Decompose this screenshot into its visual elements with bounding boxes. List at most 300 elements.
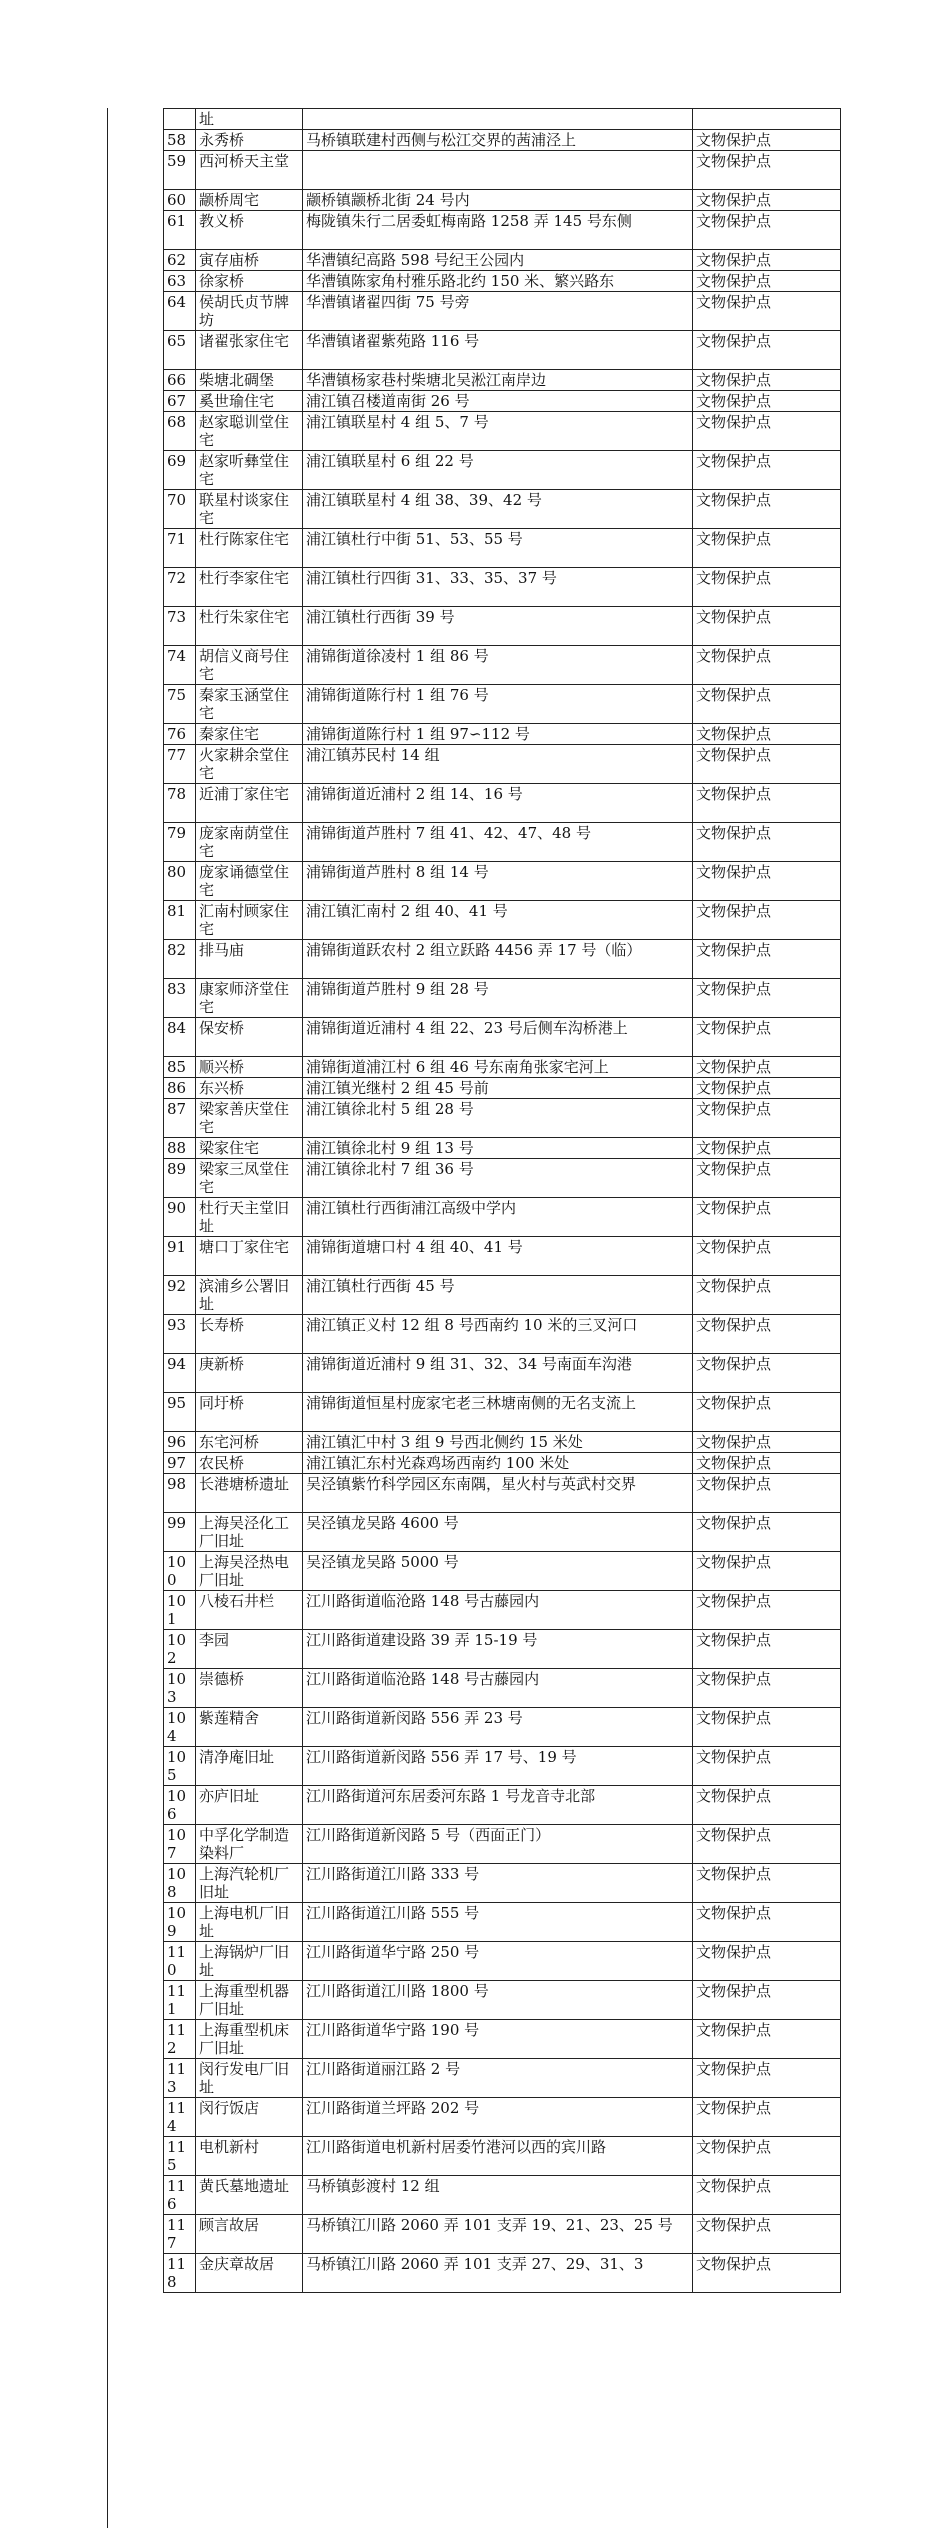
protection-level: 文物保护点 [693, 1453, 841, 1474]
row-number: 72 [164, 568, 196, 607]
table-row [164, 646, 841, 685]
site-name: 杜行朱家住宅 [196, 607, 303, 646]
protection-level: 文物保护点 [693, 1276, 841, 1315]
site-name: 西河桥天主堂 [196, 151, 303, 190]
site-address: 江川路街道河东居委河东路 1 号龙音寺北部 [303, 1786, 693, 1825]
site-name: 上海吴泾化工厂旧址 [196, 1513, 303, 1552]
row-number: 107 [164, 1825, 196, 1864]
table-row [164, 1138, 841, 1159]
table-row [164, 724, 841, 745]
protection-level: 文物保护点 [693, 1864, 841, 1903]
row-number: 67 [164, 391, 196, 412]
site-name: 中孚化学制造染料厂 [196, 1825, 303, 1864]
site-address: 浦锦街道芦胜村 7 组 41、42、47、48 号 [303, 823, 693, 862]
site-name: 胡信义商号住宅 [196, 646, 303, 685]
table-row [164, 1315, 841, 1354]
site-address: 江川路街道新闵路 556 弄 17 号、19 号 [303, 1747, 693, 1786]
site-name: 奚世瑜住宅 [196, 391, 303, 412]
row-number: 114 [164, 2098, 196, 2137]
site-name: 赵家聪训堂住宅 [196, 412, 303, 451]
site-name: 寅存庙桥 [196, 250, 303, 271]
site-name: 李园 [196, 1630, 303, 1669]
table-row [164, 151, 841, 190]
protection-level: 文物保护点 [693, 1630, 841, 1669]
row-number: 93 [164, 1315, 196, 1354]
protection-level: 文物保护点 [693, 529, 841, 568]
row-number: 76 [164, 724, 196, 745]
row-number: 105 [164, 1747, 196, 1786]
site-name: 上海吴泾热电厂旧址 [196, 1552, 303, 1591]
site-address: 浦江镇杜行西街 45 号 [303, 1276, 693, 1315]
site-name: 梁家善庆堂住宅 [196, 1099, 303, 1138]
site-name: 闵行发电厂旧址 [196, 2059, 303, 2098]
row-number: 117 [164, 2215, 196, 2254]
site-address: 浦江镇杜行四街 31、33、35、37 号 [303, 568, 693, 607]
site-address: 吴泾镇龙吴路 5000 号 [303, 1552, 693, 1591]
site-name: 长寿桥 [196, 1315, 303, 1354]
site-name: 闵行饭店 [196, 2098, 303, 2137]
site-name: 金庆章故居 [196, 2254, 303, 2293]
site-name: 上海锅炉厂旧址 [196, 1942, 303, 1981]
table-row [164, 1708, 841, 1747]
table-row [164, 2059, 841, 2098]
table-row [164, 1159, 841, 1198]
table-row [164, 823, 841, 862]
site-name: 杜行天主堂旧址 [196, 1198, 303, 1237]
row-number: 75 [164, 685, 196, 724]
site-address: 马桥镇联建村西侧与松江交界的茜浦泾上 [303, 130, 693, 151]
row-number: 73 [164, 607, 196, 646]
row-number: 66 [164, 370, 196, 391]
site-address: 浦锦街道恒星村庞家宅老三林塘南侧的无名支流上 [303, 1393, 693, 1432]
row-number: 60 [164, 190, 196, 211]
site-address: 江川路街道华宁路 190 号 [303, 2020, 693, 2059]
protection-level: 文物保护点 [693, 784, 841, 823]
table-row [164, 370, 841, 391]
table-row [164, 1474, 841, 1513]
table-row [164, 1354, 841, 1393]
row-number: 90 [164, 1198, 196, 1237]
table-row [164, 1018, 841, 1057]
site-address: 浦江镇汇南村 2 组 40、41 号 [303, 901, 693, 940]
site-name: 近浦丁家住宅 [196, 784, 303, 823]
row-number: 95 [164, 1393, 196, 1432]
table-row [164, 1078, 841, 1099]
table-row [164, 1630, 841, 1669]
protection-level: 文物保护点 [693, 724, 841, 745]
table-body [164, 109, 841, 2293]
site-address: 江川路街道华宁路 250 号 [303, 1942, 693, 1981]
site-name: 同圩桥 [196, 1393, 303, 1432]
site-address: 浦江镇汇中村 3 组 9 号西北侧约 15 米处 [303, 1432, 693, 1453]
site-address: 浦江镇徐北村 7 组 36 号 [303, 1159, 693, 1198]
protection-level: 文物保护点 [693, 130, 841, 151]
protection-level: 文物保护点 [693, 1786, 841, 1825]
site-address: 浦锦街道芦胜村 8 组 14 号 [303, 862, 693, 901]
table-row [164, 607, 841, 646]
site-name: 上海重型机器厂旧址 [196, 1981, 303, 2020]
protection-level: 文物保护点 [693, 1315, 841, 1354]
site-name: 上海重型机床厂旧址 [196, 2020, 303, 2059]
site-address: 浦锦街道浦江村 6 组 46 号东南角张家宅河上 [303, 1057, 693, 1078]
table-row [164, 412, 841, 451]
site-address: 浦锦街道塘口村 4 组 40、41 号 [303, 1237, 693, 1276]
table-row [164, 391, 841, 412]
site-address: 浦锦街道近浦村 9 组 31、32、34 号南面车沟港 [303, 1354, 693, 1393]
site-address: 浦锦街道陈行村 1 组 97∽112 号 [303, 724, 693, 745]
protection-level: 文物保护点 [693, 862, 841, 901]
site-address: 吴泾镇紫竹科学园区东南隅，星火村与英武村交界 [303, 1474, 693, 1513]
protection-level: 文物保护点 [693, 1591, 841, 1630]
table-row [164, 1393, 841, 1432]
site-name: 电机新村 [196, 2137, 303, 2176]
table-row [164, 1552, 841, 1591]
site-name: 庚新桥 [196, 1354, 303, 1393]
row-number: 89 [164, 1159, 196, 1198]
row-number: 64 [164, 292, 196, 331]
row-number: 70 [164, 490, 196, 529]
protection-level: 文物保护点 [693, 1159, 841, 1198]
site-name: 塘口丁家住宅 [196, 1237, 303, 1276]
site-name: 颛桥周宅 [196, 190, 303, 211]
protection-level: 文物保护点 [693, 979, 841, 1018]
row-number: 97 [164, 1453, 196, 1474]
table-row [164, 1747, 841, 1786]
table-row [164, 745, 841, 784]
protection-level: 文物保护点 [693, 568, 841, 607]
site-name: 址 [196, 109, 303, 130]
site-name: 梁家三凤堂住宅 [196, 1159, 303, 1198]
row-number [164, 109, 196, 130]
site-name: 顺兴桥 [196, 1057, 303, 1078]
site-address: 华漕镇纪高路 598 号纪王公园内 [303, 250, 693, 271]
site-name: 长港塘桥遗址 [196, 1474, 303, 1513]
table-row [164, 979, 841, 1018]
protection-level: 文物保护点 [693, 1552, 841, 1591]
row-number: 106 [164, 1786, 196, 1825]
row-number: 69 [164, 451, 196, 490]
protection-level: 文物保护点 [693, 1669, 841, 1708]
site-address [303, 109, 693, 130]
table-row [164, 2020, 841, 2059]
site-address: 吴泾镇龙吴路 4600 号 [303, 1513, 693, 1552]
row-number: 88 [164, 1138, 196, 1159]
site-address: 浦江镇杜行中街 51、53、55 号 [303, 529, 693, 568]
site-name: 上海电机厂旧址 [196, 1903, 303, 1942]
site-address: 马桥镇江川路 2060 弄 101 支弄 27、29、31、3 [303, 2254, 693, 2293]
site-address: 颛桥镇颛桥北街 24 号内 [303, 190, 693, 211]
site-address: 江川路街道江川路 1800 号 [303, 1981, 693, 2020]
table-row [164, 1942, 841, 1981]
row-number: 110 [164, 1942, 196, 1981]
site-name: 康家师济堂住宅 [196, 979, 303, 1018]
site-name: 东兴桥 [196, 1078, 303, 1099]
row-number: 111 [164, 1981, 196, 2020]
site-name: 庞家南荫堂住宅 [196, 823, 303, 862]
table-row [164, 2215, 841, 2254]
row-number: 58 [164, 130, 196, 151]
site-address: 浦江镇徐北村 5 组 28 号 [303, 1099, 693, 1138]
site-address: 浦江镇徐北村 9 组 13 号 [303, 1138, 693, 1159]
site-address: 江川路街道江川路 555 号 [303, 1903, 693, 1942]
row-number: 71 [164, 529, 196, 568]
protection-level: 文物保护点 [693, 190, 841, 211]
table-row [164, 1276, 841, 1315]
row-number: 65 [164, 331, 196, 370]
site-name: 紫莲精舍 [196, 1708, 303, 1747]
row-number: 77 [164, 745, 196, 784]
table-row [164, 190, 841, 211]
table-row [164, 1786, 841, 1825]
protection-level: 文物保护点 [693, 1057, 841, 1078]
table-row [164, 130, 841, 151]
table-row [164, 685, 841, 724]
protection-level: 文物保护点 [693, 1432, 841, 1453]
table-row [164, 1198, 841, 1237]
site-address: 浦江镇召楼道南街 26 号 [303, 391, 693, 412]
table-row [164, 1591, 841, 1630]
row-number: 91 [164, 1237, 196, 1276]
site-name: 排马庙 [196, 940, 303, 979]
row-number: 102 [164, 1630, 196, 1669]
table-row [164, 1981, 841, 2020]
table-row [164, 2254, 841, 2293]
protection-level: 文物保护点 [693, 2215, 841, 2254]
site-name: 亦庐旧址 [196, 1786, 303, 1825]
protection-level: 文物保护点 [693, 1099, 841, 1138]
protection-level: 文物保护点 [693, 211, 841, 250]
protection-level: 文物保护点 [693, 292, 841, 331]
row-number: 103 [164, 1669, 196, 1708]
site-address: 浦江镇苏民村 14 组 [303, 745, 693, 784]
table-row [164, 1903, 841, 1942]
site-name: 滨浦乡公署旧址 [196, 1276, 303, 1315]
row-number: 83 [164, 979, 196, 1018]
table-row [164, 1057, 841, 1078]
site-name: 农民桥 [196, 1453, 303, 1474]
table-row [164, 568, 841, 607]
row-number: 62 [164, 250, 196, 271]
site-address: 马桥镇江川路 2060 弄 101 支弄 19、21、23、25 号 [303, 2215, 693, 2254]
site-address [303, 151, 693, 190]
site-name: 梁家住宅 [196, 1138, 303, 1159]
protection-level: 文物保护点 [693, 745, 841, 784]
site-name: 崇德桥 [196, 1669, 303, 1708]
protection-level: 文物保护点 [693, 412, 841, 451]
protection-level: 文物保护点 [693, 1018, 841, 1057]
protection-level: 文物保护点 [693, 2098, 841, 2137]
row-number: 92 [164, 1276, 196, 1315]
site-address: 浦江镇光继村 2 组 45 号前 [303, 1078, 693, 1099]
row-number: 94 [164, 1354, 196, 1393]
row-number: 115 [164, 2137, 196, 2176]
site-address: 江川路街道兰坪路 202 号 [303, 2098, 693, 2137]
row-number: 99 [164, 1513, 196, 1552]
protection-level: 文物保护点 [693, 2254, 841, 2293]
site-address: 江川路街道建设路 39 弄 15-19 号 [303, 1630, 693, 1669]
site-address: 浦江镇汇东村光森鸡场西南约 100 米处 [303, 1453, 693, 1474]
table-row [164, 940, 841, 979]
table-row [164, 2137, 841, 2176]
site-address: 江川路街道江川路 333 号 [303, 1864, 693, 1903]
table-row [164, 862, 841, 901]
row-number: 118 [164, 2254, 196, 2293]
site-address: 浦锦街道芦胜村 9 组 28 号 [303, 979, 693, 1018]
row-number: 112 [164, 2020, 196, 2059]
site-address: 浦江镇联星村 6 组 22 号 [303, 451, 693, 490]
site-address: 华漕镇诸翟四街 75 号旁 [303, 292, 693, 331]
site-address: 江川路街道丽江路 2 号 [303, 2059, 693, 2098]
protection-level: 文物保护点 [693, 2059, 841, 2098]
site-name: 杜行陈家住宅 [196, 529, 303, 568]
row-number: 109 [164, 1903, 196, 1942]
site-address: 浦江镇杜行西街浦江高级中学内 [303, 1198, 693, 1237]
row-number: 81 [164, 901, 196, 940]
site-address: 江川路街道临沧路 148 号古藤园内 [303, 1669, 693, 1708]
site-name: 秦家住宅 [196, 724, 303, 745]
site-address: 江川路街道临沧路 148 号古藤园内 [303, 1591, 693, 1630]
site-address: 浦锦街道徐凌村 1 组 86 号 [303, 646, 693, 685]
protection-level: 文物保护点 [693, 1981, 841, 2020]
table-row [164, 1825, 841, 1864]
protection-level: 文物保护点 [693, 331, 841, 370]
protection-level: 文物保护点 [693, 391, 841, 412]
site-name: 教义桥 [196, 211, 303, 250]
site-address: 江川路街道电机新村居委竹港河以西的宾川路 [303, 2137, 693, 2176]
row-number: 104 [164, 1708, 196, 1747]
protection-level: 文物保护点 [693, 1942, 841, 1981]
row-number: 100 [164, 1552, 196, 1591]
row-number: 86 [164, 1078, 196, 1099]
site-name: 秦家玉涵堂住宅 [196, 685, 303, 724]
row-number: 79 [164, 823, 196, 862]
protection-level: 文物保护点 [693, 823, 841, 862]
protection-level: 文物保护点 [693, 1825, 841, 1864]
site-name: 东宅河桥 [196, 1432, 303, 1453]
protection-level: 文物保护点 [693, 940, 841, 979]
protection-level: 文物保护点 [693, 1903, 841, 1942]
row-number: 87 [164, 1099, 196, 1138]
protection-level: 文物保护点 [693, 1393, 841, 1432]
site-name: 庞家诵德堂住宅 [196, 862, 303, 901]
site-address: 浦江镇联星村 4 组 38、39、42 号 [303, 490, 693, 529]
table-row [164, 901, 841, 940]
site-name: 上海汽轮机厂旧址 [196, 1864, 303, 1903]
row-number: 85 [164, 1057, 196, 1078]
site-name: 清净庵旧址 [196, 1747, 303, 1786]
table-row [164, 1099, 841, 1138]
table-row [164, 451, 841, 490]
protection-level: 文物保护点 [693, 151, 841, 190]
site-name: 徐家桥 [196, 271, 303, 292]
protection-level: 文物保护点 [693, 1078, 841, 1099]
table-row [164, 490, 841, 529]
site-name: 诸翟张家住宅 [196, 331, 303, 370]
row-number: 98 [164, 1474, 196, 1513]
table-row [164, 2176, 841, 2215]
row-number: 101 [164, 1591, 196, 1630]
table-row [164, 331, 841, 370]
row-number: 82 [164, 940, 196, 979]
site-name: 永秀桥 [196, 130, 303, 151]
protection-level: 文物保护点 [693, 1198, 841, 1237]
site-name: 联星村谈家住宅 [196, 490, 303, 529]
table-row [164, 1669, 841, 1708]
protection-level: 文物保护点 [693, 1474, 841, 1513]
site-name: 赵家听彝堂住宅 [196, 451, 303, 490]
protection-level [693, 109, 841, 130]
table-row [164, 529, 841, 568]
heritage-sites-table [163, 108, 841, 2293]
row-number: 63 [164, 271, 196, 292]
protection-level: 文物保护点 [693, 1747, 841, 1786]
protection-level: 文物保护点 [693, 250, 841, 271]
protection-level: 文物保护点 [693, 1138, 841, 1159]
site-address: 浦锦街道陈行村 1 组 76 号 [303, 685, 693, 724]
site-name: 杜行李家住宅 [196, 568, 303, 607]
row-number: 113 [164, 2059, 196, 2098]
site-address: 马桥镇彭渡村 12 组 [303, 2176, 693, 2215]
site-address: 浦锦街道近浦村 4 组 22、23 号后侧车沟桥港上 [303, 1018, 693, 1057]
site-address: 华漕镇诸翟紫苑路 116 号 [303, 331, 693, 370]
site-name: 顾言故居 [196, 2215, 303, 2254]
site-address: 江川路街道新闵路 556 弄 23 号 [303, 1708, 693, 1747]
site-address: 浦锦街道近浦村 2 组 14、16 号 [303, 784, 693, 823]
protection-level: 文物保护点 [693, 370, 841, 391]
table-row [164, 784, 841, 823]
protection-level: 文物保护点 [693, 1237, 841, 1276]
site-name: 八棱石井栏 [196, 1591, 303, 1630]
row-number: 59 [164, 151, 196, 190]
site-name: 黄氏墓地遗址 [196, 2176, 303, 2215]
protection-level: 文物保护点 [693, 901, 841, 940]
site-name: 火家耕余堂住宅 [196, 745, 303, 784]
protection-level: 文物保护点 [693, 646, 841, 685]
protection-level: 文物保护点 [693, 1708, 841, 1747]
table-row [164, 292, 841, 331]
site-address: 浦锦街道跃农村 2 组立跃路 4456 弄 17 号（临） [303, 940, 693, 979]
row-number: 61 [164, 211, 196, 250]
site-address: 江川路街道新闵路 5 号（西面正门） [303, 1825, 693, 1864]
table-row [164, 271, 841, 292]
site-name: 柴塘北碉堡 [196, 370, 303, 391]
row-number: 96 [164, 1432, 196, 1453]
row-number: 116 [164, 2176, 196, 2215]
site-address: 梅陇镇朱行二居委虹梅南路 1258 弄 145 号东侧 [303, 211, 693, 250]
protection-level: 文物保护点 [693, 685, 841, 724]
protection-level: 文物保护点 [693, 451, 841, 490]
row-number: 84 [164, 1018, 196, 1057]
table-row [164, 109, 841, 130]
table-row [164, 2098, 841, 2137]
row-number: 80 [164, 862, 196, 901]
row-number: 68 [164, 412, 196, 451]
page-margin-line [107, 108, 108, 2528]
protection-level: 文物保护点 [693, 607, 841, 646]
row-number: 78 [164, 784, 196, 823]
protection-level: 文物保护点 [693, 2020, 841, 2059]
table-row [164, 1513, 841, 1552]
table-row [164, 211, 841, 250]
protection-level: 文物保护点 [693, 2176, 841, 2215]
table-row [164, 250, 841, 271]
row-number: 108 [164, 1864, 196, 1903]
protection-level: 文物保护点 [693, 2137, 841, 2176]
protection-level: 文物保护点 [693, 1513, 841, 1552]
table-row [164, 1237, 841, 1276]
site-name: 侯胡氏贞节牌坊 [196, 292, 303, 331]
table-row [164, 1453, 841, 1474]
